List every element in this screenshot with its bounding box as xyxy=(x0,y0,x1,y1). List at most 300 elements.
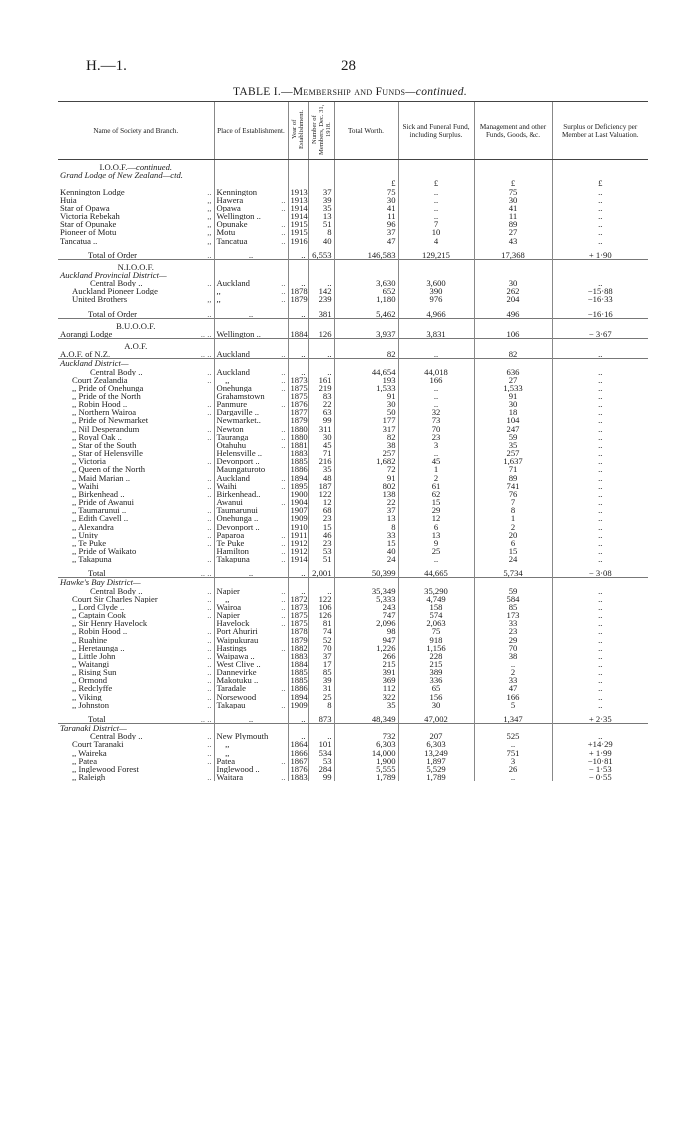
leader-dots: .. xyxy=(207,481,212,490)
total-row xyxy=(58,310,648,319)
cell-mgmt: 15 xyxy=(474,547,552,555)
cell-members xyxy=(308,359,334,368)
cell-worth: 317 xyxy=(334,425,398,433)
table-row xyxy=(58,408,648,416)
cell-worth: 35,349 xyxy=(334,587,398,595)
cell-surplus: .. xyxy=(552,433,648,441)
cell-mgmt: 1 xyxy=(474,514,552,522)
total-row xyxy=(58,569,648,578)
cell-mgmt: 76 xyxy=(474,490,552,498)
cell-surplus xyxy=(552,339,648,351)
cell-worth: £ 75 xyxy=(334,179,398,195)
cell-place xyxy=(214,715,288,724)
cell-mgmt: 525 xyxy=(474,732,552,740)
place-text: Hawera xyxy=(216,195,244,204)
cell-mgmt xyxy=(474,160,552,172)
table-row xyxy=(58,555,648,563)
cell-members xyxy=(308,318,334,330)
branch-name: ,, Te Puke xyxy=(72,538,107,547)
cell-sick: 61 xyxy=(398,482,474,490)
place-text: Napier xyxy=(216,586,240,595)
section-heading-row xyxy=(58,160,648,172)
cell-place xyxy=(214,749,288,757)
cell-surplus: −16·33 xyxy=(552,295,648,303)
leader-dots: .. xyxy=(207,692,212,701)
leader-dots: .. xyxy=(207,740,212,749)
cell-mgmt: 59 xyxy=(474,587,552,595)
leader-dots: .. xyxy=(207,676,212,685)
header-total-worth: Total Worth. xyxy=(334,102,398,160)
cell-year xyxy=(288,359,308,368)
cell-place xyxy=(214,531,288,539)
cell-members: 216 xyxy=(308,457,334,465)
cell-year: 1864 xyxy=(288,740,308,748)
branch-name: Court Zealandia xyxy=(72,375,128,384)
place-text: Auckland xyxy=(216,473,250,482)
table-row xyxy=(58,384,648,392)
cell-place xyxy=(214,171,288,179)
cell-worth xyxy=(334,359,398,368)
cell-mgmt: 85 xyxy=(474,603,552,611)
cell-name xyxy=(58,279,214,287)
cell-surplus: .. xyxy=(552,416,648,424)
cell-place xyxy=(214,514,288,522)
branch-name: ,, Redclyffe xyxy=(72,684,113,693)
cell-worth: 5,333 xyxy=(334,595,398,603)
cell-year: 1873 xyxy=(288,376,308,384)
cell-name xyxy=(58,531,214,539)
place-text: Devonport .. xyxy=(216,457,260,466)
cell-surplus: .. xyxy=(552,465,648,473)
cell-members: 85 xyxy=(308,668,334,676)
cell-name xyxy=(58,693,214,701)
cell-sick: 73 xyxy=(398,416,474,424)
cell-year: 1915 xyxy=(288,228,308,236)
cell-sick: 32 xyxy=(398,408,474,416)
table-row xyxy=(58,701,648,709)
branch-name: Tancatua .. xyxy=(60,236,98,245)
place-text: ,, xyxy=(216,594,230,603)
leader-dots: .. xyxy=(281,611,286,620)
cell-worth xyxy=(334,318,398,330)
branch-name: ,, Northern Wairoa xyxy=(72,408,137,417)
table-row xyxy=(58,627,648,635)
cell-members: 2,001 xyxy=(308,569,334,578)
cell-sick xyxy=(398,271,474,279)
cell-sick: 47,002 xyxy=(398,715,474,724)
cell-year: 1877 xyxy=(288,408,308,416)
cell-year: 1878 xyxy=(288,627,308,635)
cell-mgmt: 89 xyxy=(474,220,552,228)
cell-place xyxy=(214,644,288,652)
cell-place xyxy=(214,474,288,482)
place-text: Onehunga .. xyxy=(216,514,259,523)
leader-dots: .. xyxy=(281,643,286,652)
branch-name: ,, Johnston xyxy=(72,700,110,709)
cell-members: 35 xyxy=(308,465,334,473)
place-text: Taumarunui xyxy=(216,506,258,515)
cell-worth: 30 xyxy=(334,400,398,408)
cell-place xyxy=(214,220,288,228)
cell-worth: 98 xyxy=(334,627,398,635)
table-row xyxy=(58,376,648,384)
place-text: Auckland xyxy=(216,279,250,288)
cell-place xyxy=(214,330,288,339)
cell-mgmt: 7 xyxy=(474,498,552,506)
cell-place xyxy=(214,376,288,384)
place-text: Taradale xyxy=(216,684,246,693)
place-text: Te Puke xyxy=(216,538,245,547)
cell-worth: 30 xyxy=(334,196,398,204)
cell-year: 1885 xyxy=(288,668,308,676)
cell-mgmt: 2 xyxy=(474,668,552,676)
cell-worth: 3,630 xyxy=(334,279,398,287)
cell-members xyxy=(308,339,334,351)
cell-year: 1886 xyxy=(288,465,308,473)
cell-worth: 38 xyxy=(334,441,398,449)
cell-sick: 976 xyxy=(398,295,474,303)
leader-dots: .. xyxy=(281,555,286,564)
cell-worth: 2,096 xyxy=(334,619,398,627)
cell-place xyxy=(214,547,288,555)
cell-year: 1886 xyxy=(288,684,308,692)
cell-place xyxy=(214,465,288,473)
cell-members: .. xyxy=(308,587,334,595)
leader-dots: .. xyxy=(281,481,286,490)
cell-year: 1915 xyxy=(288,220,308,228)
cell-surplus: .. xyxy=(552,676,648,684)
branch-name: Total xyxy=(88,569,106,578)
place-text: ,, xyxy=(216,375,230,384)
cell-name xyxy=(58,318,214,330)
cell-worth: 112 xyxy=(334,684,398,692)
cell-surplus: .. xyxy=(552,376,648,384)
branch-name: Taranaki District— xyxy=(60,723,127,733)
cell-name xyxy=(58,425,214,433)
cell-surplus: .. xyxy=(552,539,648,547)
leader-dots: .. xyxy=(281,367,286,376)
cell-place xyxy=(214,482,288,490)
cell-sick: 4,749 xyxy=(398,595,474,603)
cell-place xyxy=(214,636,288,644)
place-text: Waitara xyxy=(216,773,244,782)
place-text: Waipawa .. xyxy=(216,651,255,660)
cell-mgmt: 247 xyxy=(474,425,552,433)
cell-sick xyxy=(398,318,474,330)
cell-place xyxy=(214,701,288,709)
cell-members: 106 xyxy=(308,603,334,611)
place-text: Patea xyxy=(216,756,236,765)
cell-sick: 1,897 xyxy=(398,757,474,765)
place-text: New Plymouth xyxy=(216,732,269,741)
cell-members: 39 xyxy=(308,676,334,684)
place-text: .. xyxy=(248,714,254,724)
cell-surplus: .. xyxy=(552,237,648,245)
cell-name xyxy=(58,569,214,578)
table-row xyxy=(58,474,648,482)
place-text: Havelock xyxy=(216,619,250,628)
cell-name xyxy=(58,228,214,236)
cell-worth: 44,654 xyxy=(334,368,398,376)
cell-year: 1911 xyxy=(288,531,308,539)
cell-mgmt: 11 xyxy=(474,212,552,220)
cell-name xyxy=(58,595,214,603)
cell-surplus: .. xyxy=(552,408,648,416)
table-row xyxy=(58,636,648,644)
cell-sick: 918 xyxy=(398,636,474,644)
cell-worth: 14,000 xyxy=(334,749,398,757)
cell-name xyxy=(58,611,214,619)
cell-members: 31 xyxy=(308,684,334,692)
cell-members: .. xyxy=(308,368,334,376)
cell-surplus: .. xyxy=(552,514,648,522)
header-surplus: Surplus or Deficiency per Member at Last Valuation. xyxy=(552,102,648,160)
cell-sick: 13 xyxy=(398,531,474,539)
table-row xyxy=(58,482,648,490)
table-row xyxy=(58,644,648,652)
document-reference: H.—1. xyxy=(86,58,127,74)
cell-sick: 215 xyxy=(398,660,474,668)
cell-members: .. xyxy=(308,732,334,740)
cell-worth: 11 xyxy=(334,212,398,220)
cell-sick: .. xyxy=(398,212,474,220)
cell-name xyxy=(58,287,214,295)
cell-worth: 33 xyxy=(334,531,398,539)
table-row xyxy=(58,773,648,781)
leader-dots: ,, xyxy=(207,203,212,213)
cell-name xyxy=(58,212,214,220)
cell-members: 161 xyxy=(308,376,334,384)
branch-name: Star of Opunake xyxy=(60,220,117,229)
cell-year: 1894 xyxy=(288,693,308,701)
leader-dots: .. xyxy=(281,220,286,229)
branch-name: I.O.O.F.—continued. xyxy=(99,162,173,172)
cell-name xyxy=(58,660,214,668)
cell-surplus xyxy=(552,171,648,179)
table-row xyxy=(58,204,648,212)
cell-year: 1875 xyxy=(288,384,308,392)
place-text: Wairoa xyxy=(216,602,242,612)
cell-year xyxy=(288,578,308,587)
cell-sick: 13,249 xyxy=(398,749,474,757)
cell-mgmt xyxy=(474,259,552,271)
cell-place xyxy=(214,279,288,287)
cell-name xyxy=(58,514,214,522)
leader-dots: .. xyxy=(281,684,286,693)
cell-sick: .. xyxy=(398,384,474,392)
cell-worth: 91 xyxy=(334,474,398,482)
leader-dots: .. xyxy=(281,594,286,603)
cell-place xyxy=(214,228,288,236)
cell-sick: 9 xyxy=(398,539,474,547)
cell-surplus: .. xyxy=(552,196,648,204)
branch-name: Grand Lodge of New Zealand—ctd. xyxy=(60,171,183,180)
cell-year: 1866 xyxy=(288,749,308,757)
cell-place xyxy=(214,359,288,368)
cell-mgmt: 38 xyxy=(474,652,552,660)
leader-dots: .. xyxy=(281,350,286,359)
cell-surplus: .. xyxy=(552,603,648,611)
leader-dots: .. xyxy=(207,732,212,741)
cell-surplus: .. xyxy=(552,474,648,482)
table-row xyxy=(58,457,648,465)
leader-dots: .. xyxy=(207,375,212,384)
cell-name xyxy=(58,465,214,473)
branch-name: Central Body .. xyxy=(90,279,143,288)
cell-year: 1912 xyxy=(288,547,308,555)
cell-name xyxy=(58,732,214,740)
place-text: Wellington .. xyxy=(216,212,261,221)
cell-members: .. xyxy=(308,350,334,359)
table-row xyxy=(58,416,648,424)
table-row xyxy=(58,506,648,514)
cell-mgmt xyxy=(474,578,552,587)
cell-mgmt xyxy=(474,271,552,279)
section-heading-row xyxy=(58,339,648,351)
branch-name: Central Body .. xyxy=(90,586,143,595)
place-text: .. xyxy=(248,569,254,578)
branch-name: Auckland District— xyxy=(60,358,129,368)
header-sick-fund: Sick and Funeral Fund, including Surplus. xyxy=(398,102,474,160)
cell-sick: 4,966 xyxy=(398,310,474,319)
cell-mgmt: 24 xyxy=(474,555,552,563)
leader-dots: .. xyxy=(281,602,286,612)
cell-worth: 391 xyxy=(334,668,398,676)
cell-members: 51 xyxy=(308,555,334,563)
table-row xyxy=(58,279,648,287)
branch-name: ,, Lord Clyde .. xyxy=(72,602,125,612)
branch-name: ,, Star of the South xyxy=(72,440,137,450)
place-text: Makotuku .. xyxy=(216,676,259,685)
leader-dots: .. xyxy=(207,473,212,482)
cell-members: 99 xyxy=(308,773,334,781)
cell-surplus: .. xyxy=(552,449,648,457)
cell-members: 23 xyxy=(308,514,334,522)
cell-name xyxy=(58,757,214,765)
cell-sick: 70 xyxy=(398,425,474,433)
cell-name xyxy=(58,271,214,279)
cell-worth: 47 xyxy=(334,237,398,245)
cell-place xyxy=(214,425,288,433)
cell-year xyxy=(288,171,308,179)
cell-surplus: .. xyxy=(552,425,648,433)
leader-dots: .. xyxy=(207,627,212,636)
cell-members: 63 xyxy=(308,408,334,416)
leader-dots: .. xyxy=(207,408,212,417)
branch-name: ,, Waireka xyxy=(72,748,107,757)
cell-place xyxy=(214,212,288,220)
leader-dots: .. xyxy=(207,432,212,441)
cell-members: 126 xyxy=(308,611,334,619)
table-body xyxy=(58,160,648,782)
cell-year: 1875 xyxy=(288,392,308,400)
cell-mgmt: 27 xyxy=(474,376,552,384)
cell-sick: 75 xyxy=(398,627,474,635)
cell-place xyxy=(214,400,288,408)
cell-members xyxy=(308,271,334,279)
cell-members: 219 xyxy=(308,384,334,392)
cell-year: 1916 xyxy=(288,237,308,245)
cell-year xyxy=(288,318,308,330)
cell-year: 1881 xyxy=(288,441,308,449)
cell-place xyxy=(214,287,288,295)
cell-mgmt: £ 75 xyxy=(474,179,552,195)
cell-surplus xyxy=(552,271,648,279)
cell-name xyxy=(58,652,214,660)
cell-surplus: .. xyxy=(552,523,648,531)
leader-dots: .. xyxy=(207,635,212,644)
table-row xyxy=(58,425,648,433)
table-row xyxy=(58,523,648,531)
cell-mgmt: 43 xyxy=(474,237,552,245)
branch-name: B.U.O.O.F. xyxy=(116,320,156,330)
cell-surplus: .. xyxy=(552,212,648,220)
cell-year: 1875 xyxy=(288,611,308,619)
cell-surplus: +14·29 xyxy=(552,740,648,748)
cell-surplus: .. xyxy=(552,506,648,514)
leader-dots: .. xyxy=(207,522,212,531)
cell-members: 534 xyxy=(308,749,334,757)
cell-surplus: + 2·35 xyxy=(552,715,648,724)
cell-surplus xyxy=(552,318,648,330)
cell-members: 284 xyxy=(308,765,334,773)
cell-sick: .. xyxy=(398,350,474,359)
cell-surplus: .. xyxy=(552,441,648,449)
cell-sick: 25 xyxy=(398,547,474,555)
cell-surplus: .. xyxy=(552,368,648,376)
cell-place xyxy=(214,441,288,449)
cell-sick xyxy=(398,160,474,172)
cell-members: 187 xyxy=(308,482,334,490)
table-row xyxy=(58,490,648,498)
cell-year: 1873 xyxy=(288,603,308,611)
leader-dots: .. xyxy=(207,594,212,603)
cell-sick: .. xyxy=(398,449,474,457)
cell-worth xyxy=(334,160,398,172)
leader-dots: .. xyxy=(281,375,286,384)
cell-sick: .. xyxy=(398,400,474,408)
cell-place xyxy=(214,237,288,245)
table-row xyxy=(58,539,648,547)
leader-dots: .. xyxy=(207,668,212,677)
cell-worth: 24 xyxy=(334,555,398,563)
cell-sick: 44,665 xyxy=(398,569,474,578)
cell-mgmt: 17,368 xyxy=(474,251,552,260)
cell-year: 1876 xyxy=(288,765,308,773)
cell-worth: 50 xyxy=(334,408,398,416)
table-title-prefix: TABLE I.— xyxy=(232,86,293,98)
branch-name: Kennington Lodge xyxy=(60,186,125,196)
cell-members: 40 xyxy=(308,237,334,245)
cell-name xyxy=(58,627,214,635)
cell-sick: 62 xyxy=(398,490,474,498)
cell-place xyxy=(214,765,288,773)
cell-worth: 50,399 xyxy=(334,569,398,578)
cell-year: 1872 xyxy=(288,595,308,603)
cell-name xyxy=(58,619,214,627)
cell-surplus: .. xyxy=(552,228,648,236)
cell-worth: 41 xyxy=(334,204,398,212)
leader-dots: .. xyxy=(281,295,286,304)
cell-worth: 96 xyxy=(334,220,398,228)
cell-surplus: − 3·08 xyxy=(552,569,648,578)
branch-name: ,, Royal Oak .. xyxy=(72,432,122,441)
leader-dots: .. xyxy=(207,186,212,196)
cell-worth: 1,180 xyxy=(334,295,398,303)
leader-dots: .. xyxy=(207,538,212,547)
cell-place xyxy=(214,506,288,514)
branch-name: ,, Sir Henry Havelock xyxy=(72,619,148,628)
